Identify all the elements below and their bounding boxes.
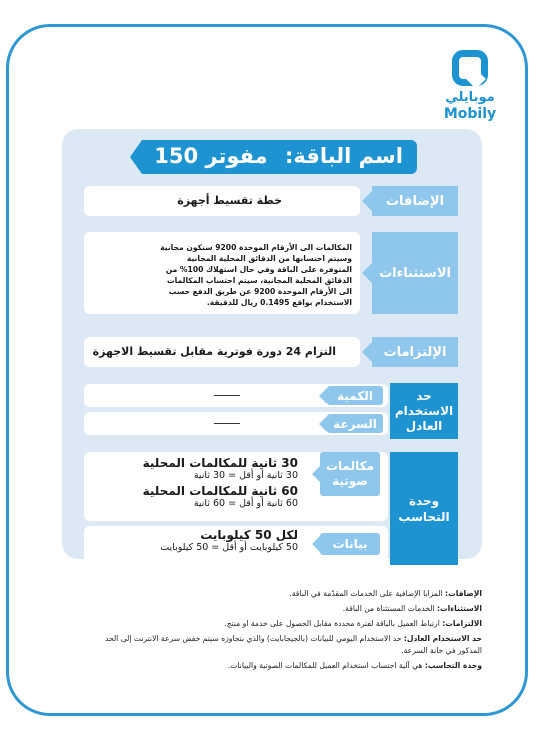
additions-box bbox=[84, 186, 360, 216]
note-exceptions bbox=[96, 603, 482, 615]
voice-line-3: 60 ثانية للمكالمات المحلية bbox=[142, 484, 298, 498]
note-text: حد الاستخدام اليومي للبيانات (بالجيجابايت) والذي بتجاوزه سيتم خفض سرعة الانترنت إلى الحد المذكور في خانة السرعة. bbox=[104, 634, 482, 655]
data-details bbox=[160, 528, 298, 553]
voice-label: مكالمات صوتية bbox=[320, 452, 380, 496]
note-fair-use bbox=[96, 633, 482, 657]
note-text: المزايا الإضافية على الخدمات المقدّمة في الباقة. bbox=[289, 589, 443, 598]
data-line-1: لكل 50 كيلوبايت bbox=[200, 528, 298, 542]
mobily-logo-icon bbox=[452, 50, 488, 86]
note-text: ارتباط العميل بالباقة لفترة محددة مقابل الحصول على خدمة او منتج. bbox=[224, 619, 440, 628]
brand-name-en: Mobily bbox=[443, 106, 497, 122]
note-billing-unit bbox=[96, 660, 482, 672]
billing-unit-label: وحدة التحاسب bbox=[390, 452, 458, 565]
note-text: الخدمات المستثناة من الباقة. bbox=[342, 604, 435, 613]
exceptions-value: المكالمات الى الأرقام الموحدة 9200 ستكون مجانية وسيتم احتسابها من الدقائق المحلية المجانية المتوفرة على الباقة وفي حال استهلاك 100% من الدقائق المحلية المجانية، سيتم احتساب المكالمات الى الأرقام الموحدة 9200 عن طريق الدفع حسب الاستخدام بواقع 0.1495 ريال للدقيقة. bbox=[160, 243, 352, 307]
mobily-logo bbox=[438, 50, 508, 122]
exceptions-box bbox=[84, 232, 360, 314]
note-term: الإضافات: bbox=[445, 589, 482, 598]
package-label: اسم الباقة: bbox=[284, 144, 403, 168]
commitments-label: الإلتزامات bbox=[372, 337, 458, 367]
package-title-bar bbox=[142, 140, 417, 174]
commitments-value: التزام 24 دورة فوترية مقابل تقسيط الاجهزة bbox=[92, 345, 336, 358]
glossary-notes bbox=[96, 588, 482, 675]
additions-value: خطة تقسيط أجهزة bbox=[177, 194, 282, 207]
brand-name-ar: موبايلي bbox=[445, 90, 495, 105]
speed-label: السرعة bbox=[327, 414, 383, 433]
speed-value bbox=[214, 423, 240, 424]
exceptions-label: الاستثناءات bbox=[372, 232, 458, 314]
note-term: حد الاستخدام العادل: bbox=[403, 634, 482, 643]
voice-details bbox=[143, 456, 298, 509]
note-commitments bbox=[96, 618, 482, 630]
package-title bbox=[154, 144, 403, 168]
additions-label: الإضافات bbox=[372, 186, 458, 216]
voice-line-4: 60 ثانية أو أقل = 60 ثانية bbox=[193, 498, 298, 509]
package-name: مفوتر 150 bbox=[154, 144, 268, 168]
voice-line-2: 30 ثانية أو أقل = 30 ثانية bbox=[193, 470, 298, 481]
note-text: هي آلية احتساب استخدام العميل للمكالمات الصوتية والبيانات. bbox=[227, 661, 423, 670]
data-line-2: 50 كيلوبايت أو أقل = 50 كيلوبايت bbox=[160, 542, 298, 553]
quantity-value bbox=[214, 395, 240, 396]
voice-line-1: 30 ثانية للمكالمات المحلية bbox=[142, 456, 298, 470]
note-term: وحدة التحاسب: bbox=[424, 661, 482, 670]
note-term: الالتزامات: bbox=[442, 619, 482, 628]
fair-use-label: حد الاستخدام العادل bbox=[390, 383, 458, 439]
note-additions bbox=[96, 588, 482, 600]
commitments-box bbox=[84, 337, 360, 367]
note-term: الاستثناءات: bbox=[436, 604, 482, 613]
data-label: بيانات bbox=[320, 533, 380, 555]
quantity-label: الكمية bbox=[327, 386, 383, 405]
